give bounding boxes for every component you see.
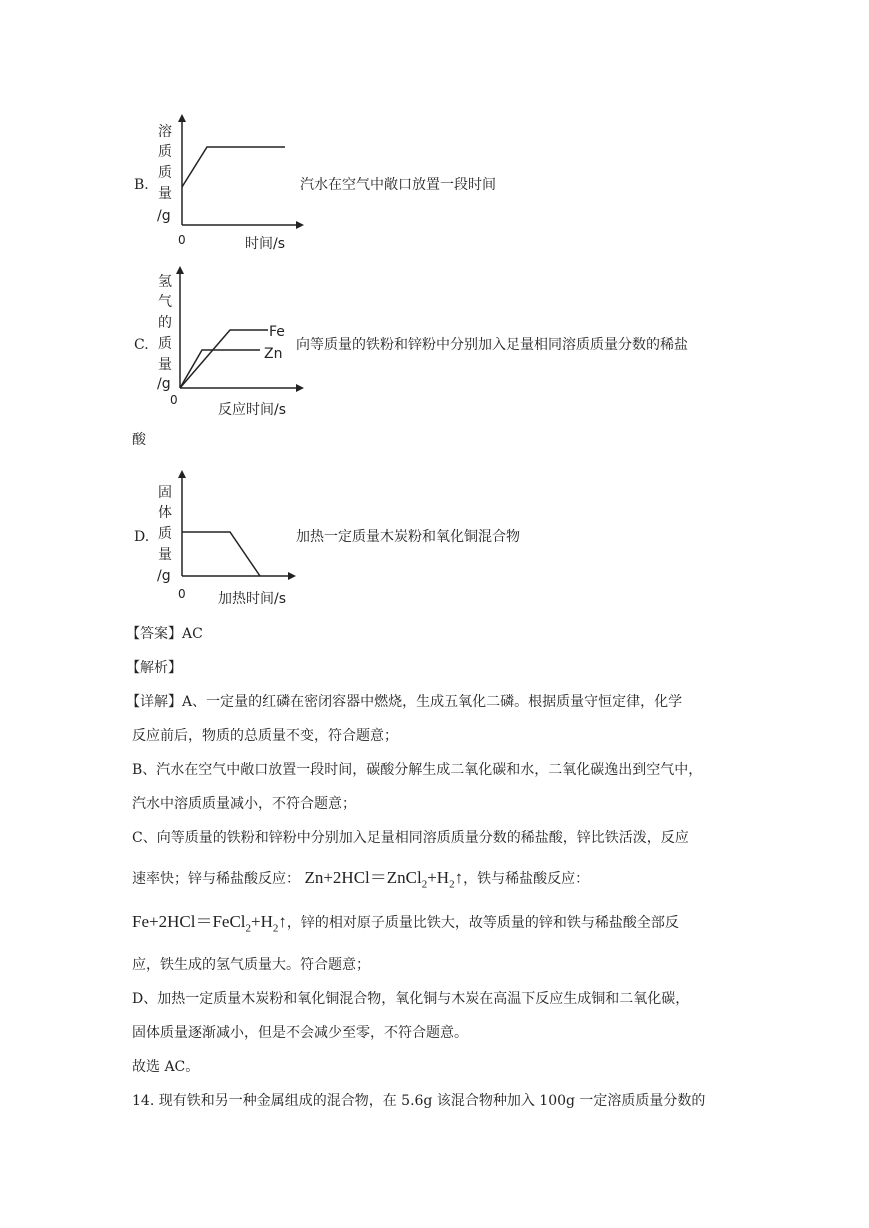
answer-label: 【答案】 [126, 626, 182, 642]
option-c-desc: 向等质量的铁粉和锌粉中分别加入足量相同溶质质量分数的稀盐 [296, 337, 688, 353]
answer-line [126, 626, 203, 642]
origin-label: 0 [178, 233, 186, 247]
series-label-fe: Fe [269, 324, 285, 340]
detail-line-d2: 固体质量逐渐减小，但是不会减少至零，不符合题意。 [132, 1025, 468, 1041]
detail-line-c2 [132, 870, 589, 892]
gas-arrow-icon: ↑ [278, 912, 287, 931]
option-c-graph [150, 268, 310, 420]
x-axis-label: 反应时间/s [218, 402, 287, 418]
analysis-label: 【解析】 [126, 660, 182, 676]
y-label-char: 质 [158, 336, 172, 352]
y-label-char: 氢 [158, 274, 172, 290]
question-number: 14. [132, 1093, 155, 1109]
y-label-unit: /g [157, 568, 171, 584]
origin-label: 0 [178, 587, 186, 601]
y-label-char: 质 [158, 526, 172, 542]
curve-line [182, 532, 260, 576]
gas-arrow-icon: ↑ [454, 868, 464, 887]
option-c-letter: C. [134, 337, 149, 353]
question-text: 现有铁和另一种金属组成的混合物，在 5.6g 该混合物种加入 100g 一定溶质质量分数的 [158, 1093, 706, 1109]
y-label-char: 溶 [158, 124, 172, 140]
equation-fe: $Fe+2HCl=FeCl_2+H_2↑$ [132, 912, 287, 935]
detail-line-a1 [126, 694, 682, 710]
option-d-graph [150, 470, 310, 608]
detail-label: 【详解】 [126, 694, 182, 710]
detail-c3-post: ，锌的相对原子质量比铁大，故等质量的锌和铁与稀盐酸全部反 [286, 915, 679, 931]
y-label-char: 量 [158, 357, 172, 373]
option-c-desc-wrap: 酸 [132, 432, 146, 448]
question-14 [132, 1093, 705, 1109]
x-axis-label: 时间/s [245, 236, 286, 252]
y-label-char: 质 [158, 165, 172, 181]
option-d-desc: 加热一定质量木炭粉和氧化铜混合物 [296, 529, 520, 545]
y-label-unit: /g [157, 208, 171, 224]
detail-c2-pre: 速率快；锌与稀盐酸反应： [132, 871, 300, 887]
detail-line-c1: C、向等质量的铁粉和锌粉中分别加入足量相同溶质质量分数的稀盐酸，锌比铁活泼，反应 [132, 830, 689, 846]
answer-value: AC [182, 626, 203, 642]
y-label-char: 质 [158, 144, 172, 160]
y-label-char: 量 [158, 186, 172, 202]
detail-line-b1: B、汽水在空气中敞口放置一段时间，碳酸分解生成二氧化碳和水，二氧化碳逸出到空气中， [132, 762, 703, 778]
curve-line [182, 147, 285, 187]
curve-zn [180, 350, 260, 388]
detail-choose: 故选 AC。 [132, 1059, 200, 1075]
x-axis-label: 加热时间/s [218, 591, 287, 607]
y-label-unit: /g [157, 376, 171, 392]
option-b-letter: B. [134, 177, 149, 193]
y-label-char: 量 [158, 547, 172, 563]
series-label-zn: Zn [264, 346, 283, 362]
option-d-letter: D. [134, 529, 150, 545]
detail-line-b2: 汽水中溶质质量减小，不符合题意； [132, 796, 356, 812]
y-label-char: 气 [158, 294, 172, 310]
detail-c2-post: ，铁与稀盐酸反应： [463, 871, 590, 887]
detail-line-c4: 应，铁生成的氢气质量大。符合题意； [132, 957, 370, 973]
detail-a1-text: A、一定量的红磷在密闭容器中燃烧，生成五氧化二磷。根据质量守恒定律，化学 [182, 694, 683, 710]
y-label-char: 的 [158, 315, 172, 331]
detail-line-d1: D、加热一定质量木炭粉和氧化铜混合物，氧化铜与木炭在高温下反应生成铜和二氧化碳， [132, 991, 690, 1007]
option-b-desc: 汽水在空气中敞口放置一段时间 [300, 177, 496, 193]
option-b-graph [150, 112, 310, 257]
detail-line-c3 [132, 914, 679, 936]
detail-line-a2: 反应前后，物质的总质量不变，符合题意； [132, 728, 398, 744]
y-label-char: 固 [158, 485, 172, 501]
curve-fe [180, 330, 268, 388]
origin-label: 0 [170, 393, 178, 407]
equation-zn: $Zn+2HCl=ZnCl_2+H_2↑$ [304, 868, 464, 891]
y-label-char: 体 [158, 505, 172, 521]
